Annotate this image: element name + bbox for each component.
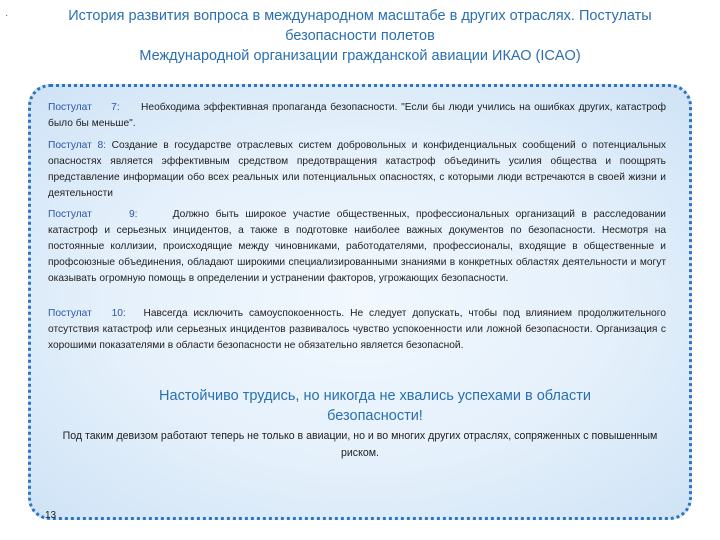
postulate-number: 10: [111, 308, 126, 319]
page-number: 13 [45, 510, 57, 521]
postulate-label: Постулат [48, 209, 92, 220]
postulate-text: Создание в государстве отраслевых систем добровольных и конфиденциальных сообщений о потенциальных опасностях является эффективным средством предотвращения катастроф объединить усилия общества и поощрять представление информации обо всех реальных или потенциальных опасностях, с которыми люди встречаются в своей жизни и деятельности [48, 140, 666, 199]
postulate-7 [48, 100, 666, 132]
title-line-1: История развития вопроса в международном масштабе в других отраслях. Постулаты [68, 8, 652, 24]
postulate-label: Постулат [48, 102, 92, 113]
postulate-number: 7: [111, 102, 120, 113]
postulate-label: Постулат [48, 140, 92, 151]
title-line-2: безопасности полетов [285, 28, 435, 44]
postulate-text: Навсегда исключить самоуспокоенность. Не следует допускать, чтобы под влиянием продолжительного отсутствия катастроф или серьезных инцидентов развивалось чувство успокоенности или ложной безопасности. Организация с хорошими показателями в области безопасности не обязательно является безопасной. [48, 308, 666, 351]
postulate-text: Необходима эффективная пропаганда безопасности. "Если бы люди учились на ошибках других, катастроф было бы меньше". [48, 102, 666, 129]
slide-title [20, 6, 700, 66]
postulate-9 [48, 207, 666, 287]
postulate-10 [48, 306, 666, 354]
title-line-3: Международной организации гражданской авиации ИКАО (ICAO) [139, 48, 581, 64]
bullet-dot: · [5, 10, 9, 21]
postulate-8 [48, 138, 666, 202]
postulate-number: 8: [97, 140, 106, 151]
postulate-number: 9: [128, 209, 138, 220]
postulate-label: Постулат [48, 308, 92, 319]
motto-explanation: Под таким девизом работают теперь не только в авиации, но и во многих других отраслях, сопряженных с повышенным риском. [62, 430, 658, 459]
postulate-text: Должно быть широкое участие общественных, профессиональных организаций в расследовании катастроф и серьезных инцидентов, а также в подготовке наиболее важных документов по безопасности. Несмотря на постоянные коллизии, происходящие между чиновниками, работодателями, профессионалы, входящие в общественные и профсоюзные объединения, обладают широкими специализированными знаниями в конкретных областях деятельности и могут оказывать огромную помощь в определении и устранении факторов, угрожающих безопасности. [48, 209, 666, 284]
motto: Настойчиво трудись, но никогда не хвались успехами в области безопасности! [159, 388, 591, 424]
